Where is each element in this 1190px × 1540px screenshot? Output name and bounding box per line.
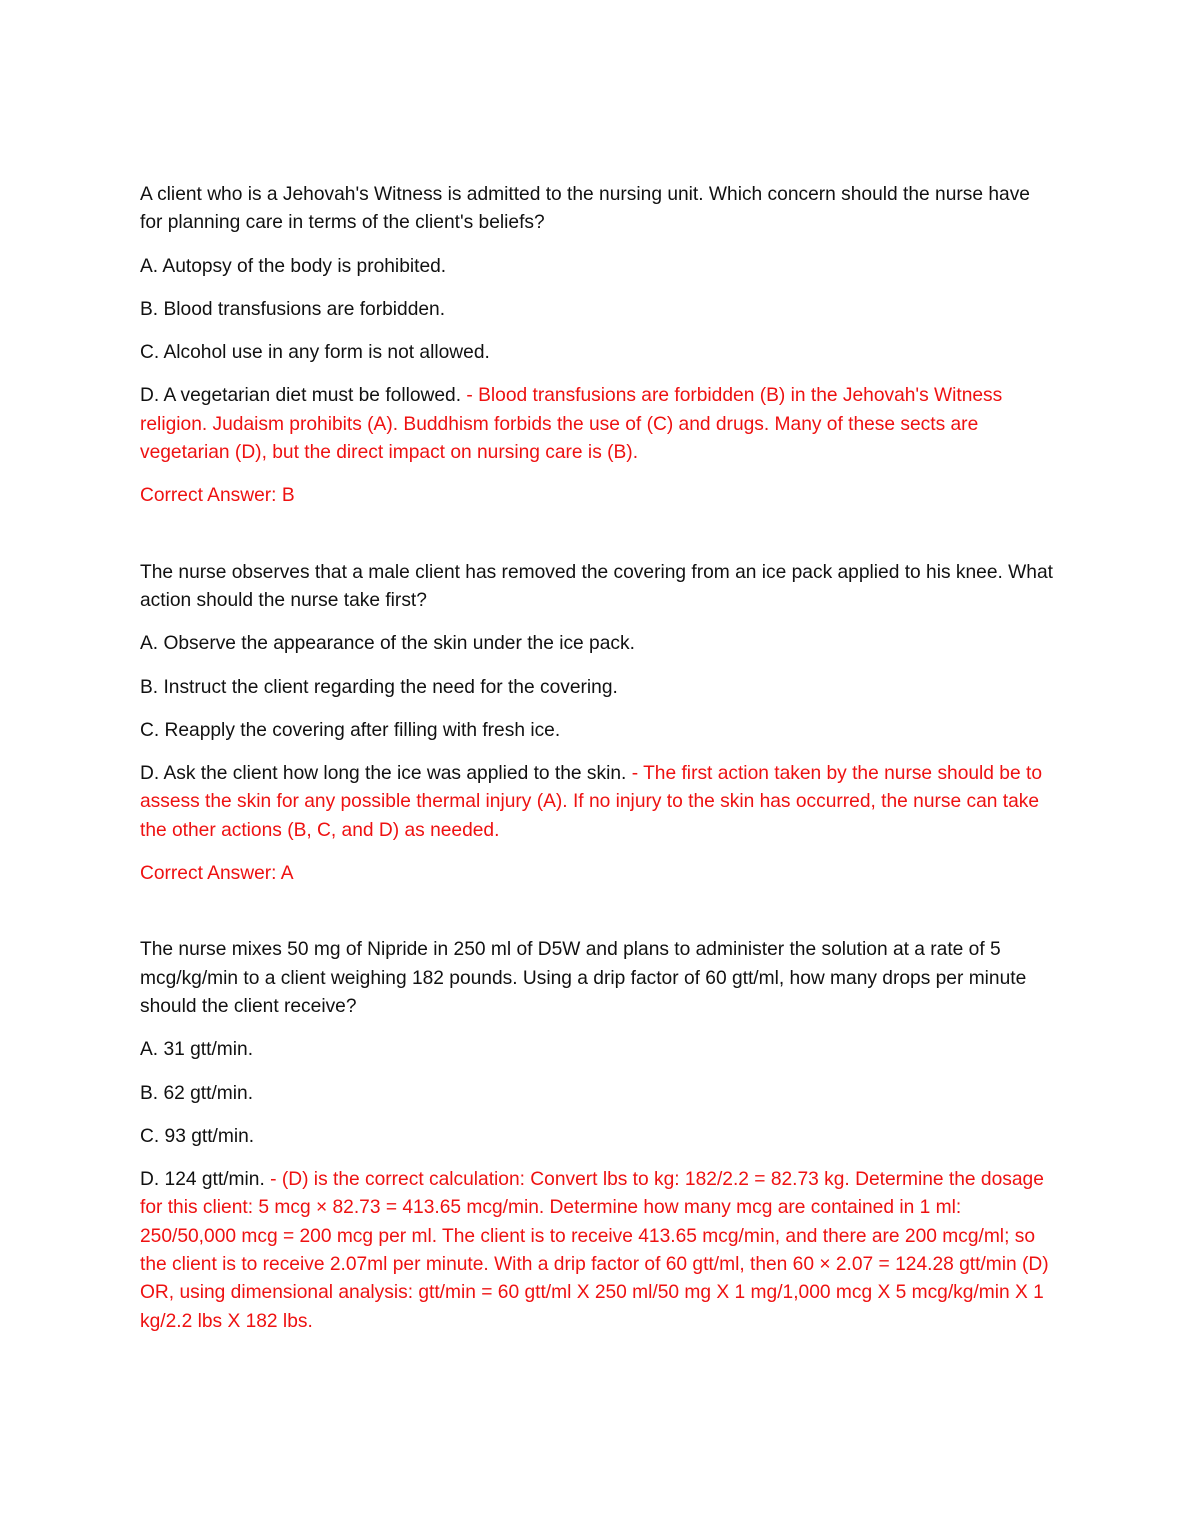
- option-d: D. A vegetarian diet must be followed.: [140, 385, 462, 407]
- option-b: B. Instruct the client regarding the need for the covering.: [140, 676, 618, 698]
- question-stem: The nurse mixes 50 mg of Nipride in 250 ml of D5W and plans to administer the solution at a rate of 5 mcg/kg/min to a client weighing 182 pounds. Using a drip factor of 60 gtt/ml, how many drops per minute should the client receive?: [140, 939, 1027, 1017]
- question-3: [140, 936, 1055, 1336]
- question-1: [140, 181, 1055, 511]
- correct-answer: Correct Answer: B: [140, 485, 295, 507]
- option-b: B. 62 gtt/min.: [140, 1082, 254, 1104]
- rationale-text: - (D) is the correct calculation: Convert lbs to kg: 182/2.2 = 82.73 kg. Determine the dosage for this client: 5 mcg × 82.73 = 413.65 mcg/min. Determine how many mcg are contained in 1 ml: 250/50,000 mcg = 200 mcg per ml. The client is to receive 413.65 mcg/min, and there are 200 mcg/ml; so the client is to receive 2.07ml per minute. With a drip factor of 60 gtt/ml, then 60 × 2.07 = 124.28 gtt/min (D) OR, using dimensional analysis: gtt/min = 60 gtt/ml X 250 ml/50 mg X 1 mg/1,000 mcg X 5 mcg/kg/min X 1 kg/2.2 lbs X 182 lbs.: [140, 1169, 1049, 1332]
- option-a: A. 31 gtt/min.: [140, 1039, 254, 1061]
- question-stem: The nurse observes that a male client has removed the covering from an ice pack applied to his knee. What action should the nurse take first?: [140, 561, 1053, 611]
- option-d-with-rationale: [140, 1166, 1055, 1336]
- option-a: A. Observe the appearance of the skin under the ice pack.: [140, 633, 635, 655]
- option-c: C. 93 gtt/min.: [140, 1125, 255, 1147]
- option-d-with-rationale: [140, 382, 1055, 467]
- question-stem: A client who is a Jehovah's Witness is admitted to the nursing unit. Which concern should the nurse have for planning care in terms of the client's beliefs?: [140, 184, 1030, 234]
- option-a: A. Autopsy of the body is prohibited.: [140, 255, 447, 277]
- document-page: [140, 181, 1055, 1351]
- option-c: C. Alcohol use in any form is not allowed.: [140, 342, 490, 364]
- option-d-with-rationale: [140, 760, 1055, 845]
- correct-answer: Correct Answer: A: [140, 863, 294, 885]
- rationale-text: - The first action taken by the nurse should be to assess the skin for any possible thermal injury (A). If no injury to the skin has occurred, the nurse can take the other actions (B, C, and D) as needed.: [140, 763, 1042, 841]
- option-b: B. Blood transfusions are forbidden.: [140, 298, 446, 320]
- rationale-text: - Blood transfusions are forbidden (B) in the Jehovah's Witness religion. Judaism prohibits (A). Buddhism forbids the use of (C) and drugs. Many of these sects are vegetarian (D), but the direct impact on nursing care is (B).: [140, 385, 1003, 464]
- option-c: C. Reapply the covering after filling with fresh ice.: [140, 719, 561, 741]
- option-d: D. Ask the client how long the ice was applied to the skin.: [140, 763, 627, 785]
- option-d: D. 124 gtt/min.: [140, 1169, 265, 1191]
- question-2: [140, 559, 1055, 889]
